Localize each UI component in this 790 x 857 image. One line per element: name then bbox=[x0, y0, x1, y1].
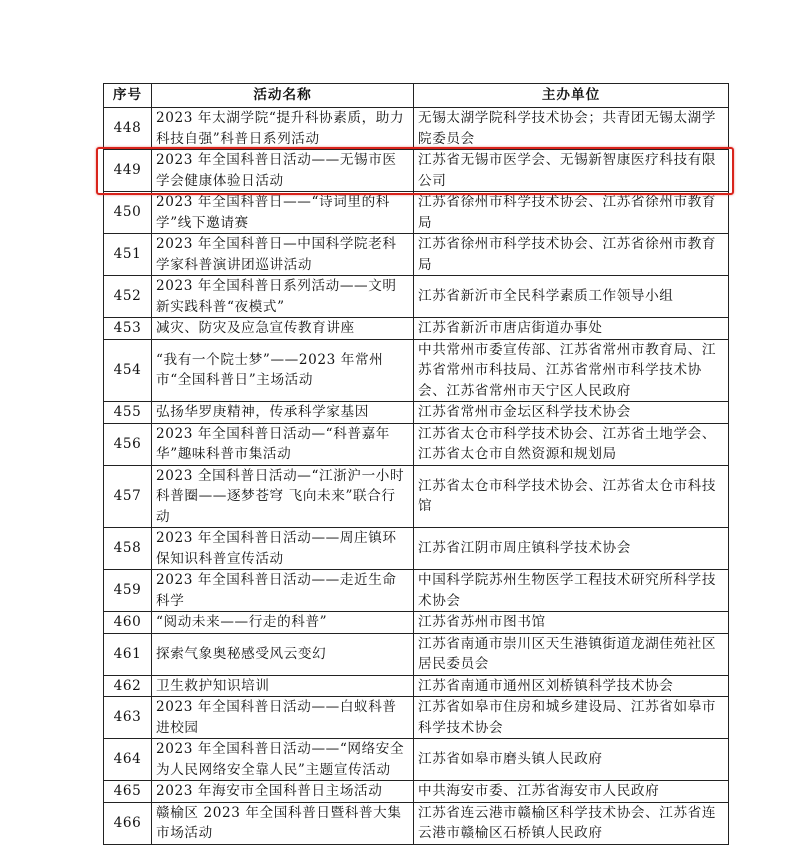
row-activity-name: 2023 年全国科普日活动——走近生命科学 bbox=[152, 570, 414, 612]
table-row bbox=[104, 423, 729, 465]
header-activity: 活动名称 bbox=[152, 84, 414, 108]
table-row bbox=[104, 781, 729, 803]
table-row bbox=[104, 465, 729, 528]
row-activity-name: 2023 年全国科普日活动——白蚁科普进校园 bbox=[152, 697, 414, 739]
row-organizer: 江苏省南通市通州区刘桥镇科学技术协会 bbox=[414, 675, 729, 697]
row-number: 459 bbox=[104, 570, 152, 612]
row-activity-name: 2023 年全国科普日系列活动——文明新实践科普“夜模式” bbox=[152, 276, 414, 318]
row-number: 448 bbox=[104, 108, 152, 150]
row-number: 452 bbox=[104, 276, 152, 318]
row-number: 460 bbox=[104, 612, 152, 634]
row-activity-name: 弘扬华罗庚精神，传承科学家基因 bbox=[152, 402, 414, 424]
header-no: 序号 bbox=[104, 84, 152, 108]
row-activity-name: 2023 年太湖学院“提升科协素质，助力科技自强”科普日系列活动 bbox=[152, 108, 414, 150]
row-organizer: 中国科学院苏州生物医学工程技术研究所科学技术协会 bbox=[414, 570, 729, 612]
row-number: 449 bbox=[104, 150, 152, 192]
row-organizer: 江苏省徐州市科学技术协会、江苏省徐州市教育局 bbox=[414, 234, 729, 276]
table-header-row bbox=[104, 84, 729, 108]
row-activity-name: 2023 全国科普日活动—“江浙沪一小时科普圈——逐梦苍穹 飞向未来”联合行动 bbox=[152, 465, 414, 528]
row-number: 457 bbox=[104, 465, 152, 528]
row-activity-name: 2023 年全国科普日活动——无锡市医学会健康体验日活动 bbox=[152, 150, 414, 192]
row-organizer: 江苏省南通市崇川区天生港镇街道龙湖佳苑社区居民委员会 bbox=[414, 633, 729, 675]
table-row bbox=[104, 675, 729, 697]
row-activity-name: 2023 年全国科普日活动—“科普嘉年华”趣味科普市集活动 bbox=[152, 423, 414, 465]
table-row bbox=[104, 528, 729, 570]
table-row bbox=[104, 234, 729, 276]
table-row bbox=[104, 739, 729, 781]
row-activity-name: 2023 年全国科普日活动——“网络安全为人民网络安全靠人民”主题宣传活动 bbox=[152, 739, 414, 781]
row-number: 458 bbox=[104, 528, 152, 570]
table-row bbox=[104, 192, 729, 234]
row-organizer: 江苏省新沂市唐店街道办事处 bbox=[414, 318, 729, 340]
row-organizer: 江苏省如皋市住房和城乡建设局、江苏省如皋市科学技术协会 bbox=[414, 697, 729, 739]
row-organizer: 中共海安市委、江苏省海安市人民政府 bbox=[414, 781, 729, 803]
table-row-highlighted bbox=[104, 150, 729, 192]
row-organizer: 江苏省苏州市图书馆 bbox=[414, 612, 729, 634]
row-organizer: 江苏省连云港市赣榆区科学技术协会、江苏省连云港市赣榆区石桥镇人民政府 bbox=[414, 802, 729, 844]
row-organizer: 江苏省太仓市科学技术协会、江苏省太仓市科技馆 bbox=[414, 465, 729, 528]
row-organizer: 江苏省如皋市磨头镇人民政府 bbox=[414, 739, 729, 781]
table-row bbox=[104, 339, 729, 402]
row-number: 462 bbox=[104, 675, 152, 697]
row-number: 464 bbox=[104, 739, 152, 781]
table-row bbox=[104, 402, 729, 424]
row-organizer: 江苏省江阴市周庄镇科学技术协会 bbox=[414, 528, 729, 570]
table-row bbox=[104, 276, 729, 318]
table-row bbox=[104, 697, 729, 739]
row-activity-name: 2023 年海安市全国科普日主场活动 bbox=[152, 781, 414, 803]
row-number: 463 bbox=[104, 697, 152, 739]
row-organizer: 江苏省无锡市医学会、无锡新智康医疗科技有限公司 bbox=[414, 150, 729, 192]
row-activity-name: 卫生救护知识培训 bbox=[152, 675, 414, 697]
row-number: 456 bbox=[104, 423, 152, 465]
table-row bbox=[104, 570, 729, 612]
row-number: 453 bbox=[104, 318, 152, 340]
row-number: 461 bbox=[104, 633, 152, 675]
row-activity-name: 减灾、防灾及应急宣传教育讲座 bbox=[152, 318, 414, 340]
table-row bbox=[104, 108, 729, 150]
row-activity-name: 2023 年全国科普日—中国科学院老科学家科普演讲团巡讲活动 bbox=[152, 234, 414, 276]
row-organizer: 江苏省新沂市全民科学素质工作领导小组 bbox=[414, 276, 729, 318]
row-activity-name: “我有一个院士梦”——2023 年常州市“全国科普日”主场活动 bbox=[152, 339, 414, 402]
row-number: 455 bbox=[104, 402, 152, 424]
row-organizer: 中共常州市委宣传部、江苏省常州市教育局、江苏省常州市科技局、江苏省常州市科学技术协会、江苏省常州市天宁区人民政府 bbox=[414, 339, 729, 402]
table-row bbox=[104, 633, 729, 675]
table-row bbox=[104, 318, 729, 340]
row-number: 454 bbox=[104, 339, 152, 402]
row-organizer: 江苏省徐州市科学技术协会、江苏省徐州市教育局 bbox=[414, 192, 729, 234]
row-organizer: 江苏省常州市金坛区科学技术协会 bbox=[414, 402, 729, 424]
row-activity-name: 2023 年全国科普日活动——周庄镇环保知识科普宣传活动 bbox=[152, 528, 414, 570]
row-number: 450 bbox=[104, 192, 152, 234]
row-number: 466 bbox=[104, 802, 152, 844]
row-organizer: 无锡太湖学院科学技术协会；共青团无锡太湖学院委员会 bbox=[414, 108, 729, 150]
row-activity-name: 探索气象奥秘感受风云变幻 bbox=[152, 633, 414, 675]
table-row bbox=[104, 802, 729, 844]
activity-table bbox=[103, 83, 729, 845]
row-activity-name: 赣榆区 2023 年全国科普日暨科普大集市场活动 bbox=[152, 802, 414, 844]
table-row bbox=[104, 612, 729, 634]
row-organizer: 江苏省太仓市科学技术协会、江苏省土地学会、江苏省太仓市自然资源和规划局 bbox=[414, 423, 729, 465]
row-number: 451 bbox=[104, 234, 152, 276]
header-organizer: 主办单位 bbox=[414, 84, 729, 108]
row-activity-name: “阅动未来——行走的科普” bbox=[152, 612, 414, 634]
row-activity-name: 2023 年全国科普日——“诗词里的科学”线下邀请赛 bbox=[152, 192, 414, 234]
row-number: 465 bbox=[104, 781, 152, 803]
